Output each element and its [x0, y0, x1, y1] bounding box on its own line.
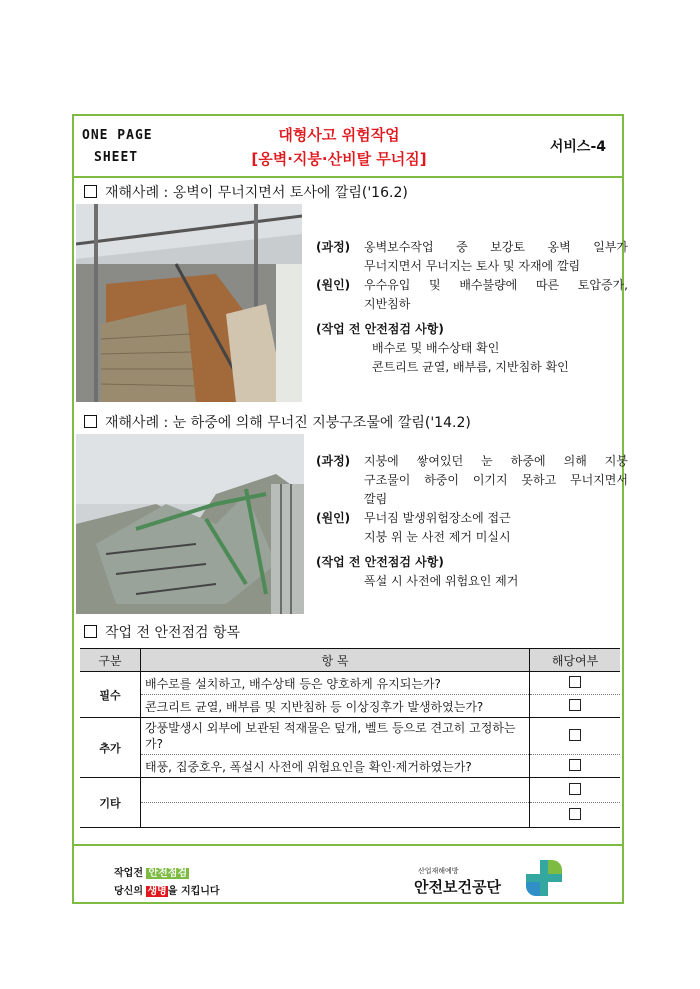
table-row [80, 755, 620, 778]
case2-details: (과정) 지붕에 쌓여있던 눈 하중에 의해 지붕 구조물이 하중이 이기지 못하고 무너지면서 깔림 (원인) 무너짐 발생위험장소에 접근 지붕 위 눈 사전 제거 미실시 (작업 전 안전점검 사항) 폭설 시 사전에 위험요인 제거 [316, 454, 628, 588]
checkbox[interactable] [569, 699, 581, 711]
group-required: 필수 [80, 672, 141, 718]
table-row [80, 778, 620, 803]
group-other: 기타 [80, 778, 141, 828]
checkbox[interactable] [569, 676, 581, 688]
checkbox[interactable] [569, 759, 581, 771]
sheet-header [74, 116, 622, 178]
table-row [80, 718, 620, 755]
sheet-footer [74, 844, 622, 906]
case2-title: 재해사례 : 눈 하중에 의해 무너진 지붕구조물에 깔림('14.2) [84, 412, 471, 432]
case1-photo [76, 204, 302, 402]
col-group: 구분 [80, 649, 141, 672]
checklist-title: 작업 전 안전점검 항목 [84, 622, 240, 642]
checkbox[interactable] [569, 729, 581, 741]
item-text: 태풍, 집중호우, 폭설시 사전에 위험요인을 확인·제거하였는가? [141, 755, 530, 778]
checkbox-icon [84, 185, 97, 198]
item-text: 배수로를 설치하고, 배수상태 등은 양호하게 유지되는가? [141, 672, 530, 695]
case2-photo [76, 434, 304, 614]
org-name: 안전보건공단 [414, 878, 501, 896]
group-additional: 추가 [80, 718, 141, 778]
item-text: 콘크리트 균열, 배부름 및 지반침하 등 이상징후가 발생하였는가? [141, 695, 530, 718]
table-row [80, 695, 620, 718]
sheet-frame [72, 114, 628, 904]
checkbox[interactable] [569, 783, 581, 795]
checkbox-icon [84, 625, 97, 638]
col-yn: 해당여부 [530, 649, 621, 672]
table-row [80, 672, 620, 695]
sheet-label: SHEET [94, 150, 139, 165]
service-code: 서비스-4 [549, 139, 606, 155]
checkbox-icon [84, 415, 97, 428]
org-tagline: 산업재해예방 [418, 867, 459, 875]
table-row [80, 803, 620, 828]
item-text: 강풍발생시 외부에 보관된 적재물은 덮개, 벨트 등으로 견고히 고정하는가? [141, 718, 530, 755]
kosha-logo-icon [524, 858, 564, 898]
col-item: 항 목 [141, 649, 530, 672]
checkbox[interactable] [569, 808, 581, 820]
slogan: 작업전 안전점검 당신의 생명을 지킵니다 [114, 868, 220, 897]
one-page-label: ONE PAGE [82, 128, 153, 143]
page-title: 대형사고 위험작업 [278, 126, 400, 144]
page-subtitle: [옹벽·지붕·산비탈 무너짐] [251, 150, 427, 168]
case1-title: 재해사례 : 옹벽이 무너지면서 토사에 깔림('16.2) [84, 182, 408, 202]
case1-details: (과정) 옹벽보수작업 중 보강토 옹벽 일부가 무너지면서 무너지는 토사 및 자재에 깔림 (원인) 우수유입 및 배수불량에 따른 토압증가, 지반침하 (작업 전 안전점검 사항) 배수로 및 배수상태 확인 콘트리트 균열, 배부름, 지반침하 확인 [316, 240, 628, 374]
checklist-table [80, 648, 620, 828]
